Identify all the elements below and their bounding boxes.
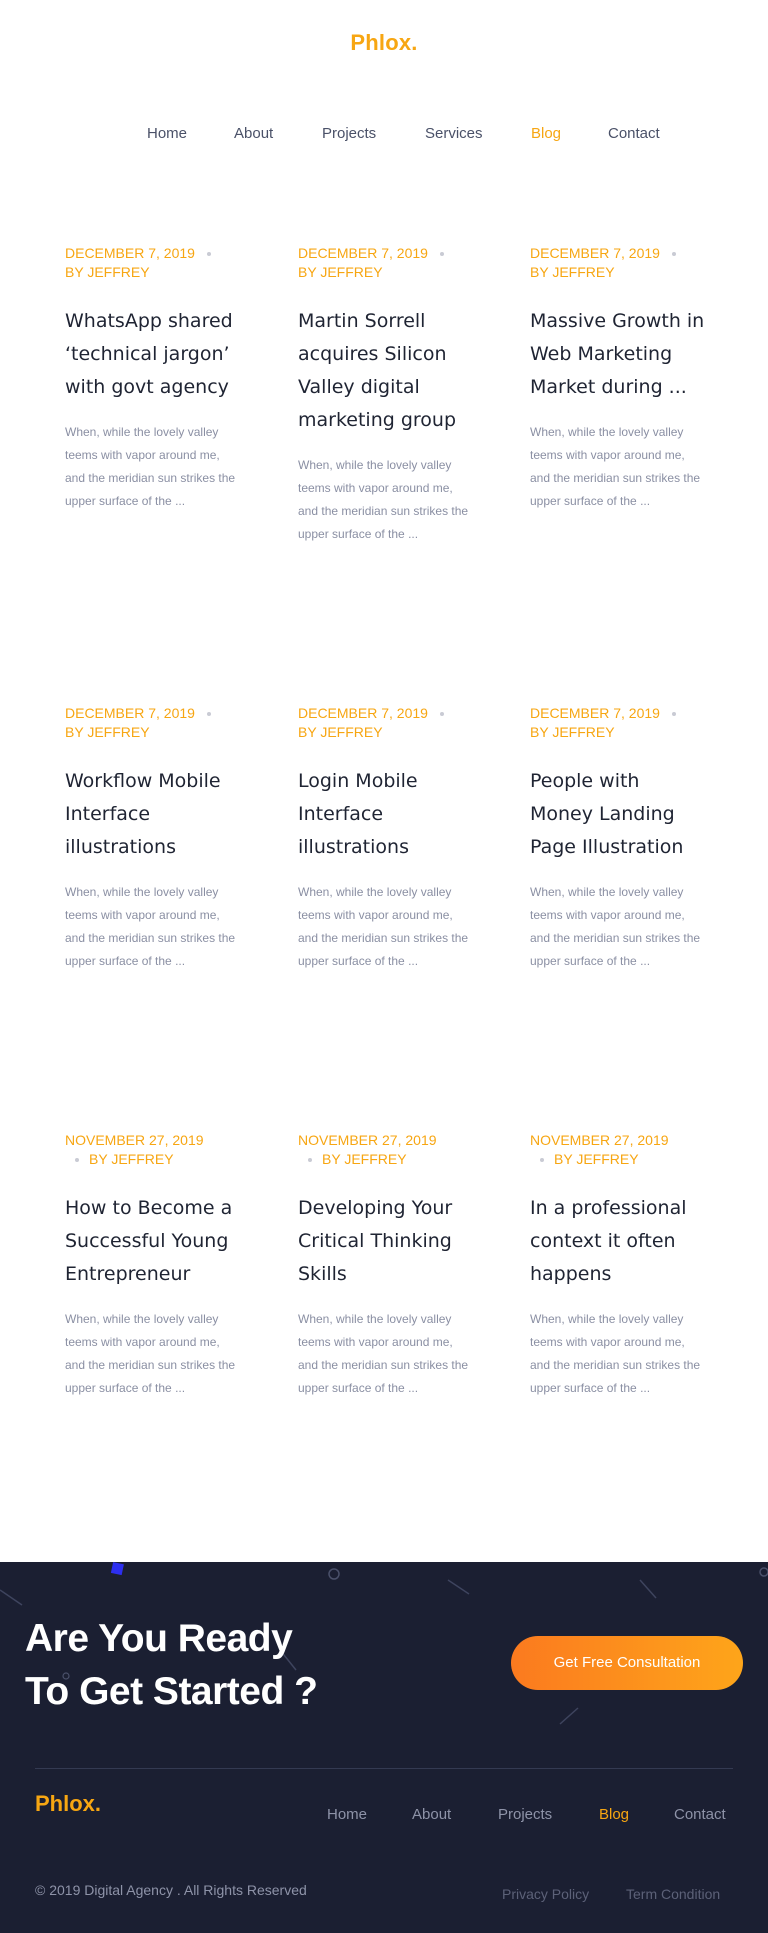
post-title[interactable]: WhatsApp shared ‘technical jargon’ with govt agency — [65, 310, 233, 398]
footer-nav-blog[interactable]: Blog — [599, 1806, 630, 1823]
blog-post-card — [530, 244, 705, 513]
post-date[interactable]: DECEMBER 7, 2019 — [298, 705, 428, 721]
footer-logo[interactable]: Phlox. — [35, 1791, 102, 1816]
post-date[interactable]: NOVEMBER 27, 2019 — [530, 1132, 669, 1148]
blog-posts-grid — [0, 175, 768, 1562]
deco-circle — [329, 1569, 339, 1579]
nav-about[interactable]: About — [234, 125, 274, 142]
cta-heading-line-1: Are You Ready — [25, 1617, 293, 1660]
nav-contact[interactable]: Contact — [608, 125, 660, 142]
post-title[interactable]: How to Become a Successful Young Entrepreneur — [65, 1197, 233, 1285]
copyright-text: © 2019 Digital Agency . All Rights Reserved — [35, 1882, 307, 1898]
post-author[interactable]: BY JEFFREY — [89, 1151, 174, 1167]
post-excerpt: When, while the lovely valley teems with vapor around me, and the meridian sun strikes the upper surface of the ... — [530, 885, 701, 968]
nav-projects[interactable]: Projects — [322, 125, 377, 142]
deco-line — [0, 1590, 22, 1605]
post-excerpt: When, while the lovely valley teems with vapor around me, and the meridian sun strikes the upper surface of the ... — [298, 458, 469, 541]
blog-post-card — [65, 244, 240, 513]
post-author[interactable]: BY JEFFREY — [65, 264, 150, 280]
post-title[interactable]: Login Mobile Interface illustrations — [298, 770, 418, 858]
term-condition-link[interactable]: Term Condition — [626, 1886, 721, 1902]
deco-line — [560, 1708, 578, 1724]
blog-post-card — [530, 704, 705, 973]
footer-nav-about[interactable]: About — [412, 1806, 452, 1823]
footer-divider — [35, 1768, 733, 1769]
post-meta — [530, 244, 705, 282]
post-excerpt: When, while the lovely valley teems with vapor around me, and the meridian sun strikes the upper surface of the ... — [530, 1312, 701, 1395]
post-date[interactable]: NOVEMBER 27, 2019 — [65, 1132, 204, 1148]
post-meta — [298, 704, 473, 742]
post-excerpt: When, while the lovely valley teems with vapor around me, and the meridian sun strikes the upper surface of the ... — [298, 1312, 469, 1395]
blog-post-card — [65, 1131, 250, 1400]
post-title[interactable]: Martin Sorrell acquires Silicon Valley digital marketing group — [298, 310, 457, 431]
footer-nav-projects[interactable]: Projects — [498, 1806, 553, 1823]
post-author[interactable]: BY JEFFREY — [554, 1151, 639, 1167]
post-title[interactable]: People with Money Landing Page Illustration — [530, 770, 684, 858]
post-date[interactable]: NOVEMBER 27, 2019 — [298, 1132, 437, 1148]
post-meta — [298, 1131, 483, 1169]
post-author[interactable]: BY JEFFREY — [298, 724, 383, 740]
blog-post-card — [298, 244, 473, 546]
post-excerpt: When, while the lovely valley teems with vapor around me, and the meridian sun strikes the upper surface of the ... — [298, 885, 469, 968]
meta-separator-dot — [440, 252, 444, 256]
site-footer — [0, 1562, 768, 1933]
post-author[interactable]: BY JEFFREY — [530, 724, 615, 740]
post-meta — [65, 704, 240, 742]
deco-circle — [760, 1568, 768, 1576]
post-author[interactable]: BY JEFFREY — [322, 1151, 407, 1167]
blog-post-card — [298, 704, 473, 973]
cta-heading-line-2: To Get Started ? — [25, 1670, 318, 1713]
meta-separator-dot — [75, 1158, 79, 1162]
post-date[interactable]: DECEMBER 7, 2019 — [65, 245, 195, 261]
post-excerpt: When, while the lovely valley teems with vapor around me, and the meridian sun strikes the upper surface of the ... — [65, 1312, 236, 1395]
meta-separator-dot — [672, 712, 676, 716]
meta-separator-dot — [308, 1158, 312, 1162]
post-title[interactable]: Massive Growth in Web Marketing Market during ... — [530, 310, 705, 398]
post-author[interactable]: BY JEFFREY — [65, 724, 150, 740]
meta-separator-dot — [540, 1158, 544, 1162]
post-author[interactable]: BY JEFFREY — [298, 264, 383, 280]
deco-square — [111, 1562, 124, 1575]
get-free-consultation-button[interactable]: Get Free Consultation — [511, 1636, 743, 1690]
post-meta — [65, 1131, 250, 1169]
post-excerpt: When, while the lovely valley teems with vapor around me, and the meridian sun strikes the upper surface of the ... — [65, 885, 236, 968]
site-header — [0, 0, 768, 175]
blog-post-card — [530, 1131, 715, 1400]
footer-nav-contact[interactable]: Contact — [674, 1806, 726, 1823]
footer-nav-home[interactable]: Home — [327, 1806, 368, 1823]
nav-services[interactable]: Services — [425, 125, 483, 142]
privacy-policy-link[interactable]: Privacy Policy — [502, 1886, 590, 1902]
post-meta — [530, 1131, 715, 1169]
blog-post-card — [298, 1131, 483, 1400]
post-date[interactable]: DECEMBER 7, 2019 — [530, 705, 660, 721]
meta-separator-dot — [207, 712, 211, 716]
post-date[interactable]: DECEMBER 7, 2019 — [530, 245, 660, 261]
post-title[interactable]: Workflow Mobile Interface illustrations — [65, 770, 221, 858]
post-meta — [65, 244, 240, 282]
meta-separator-dot — [672, 252, 676, 256]
post-excerpt: When, while the lovely valley teems with vapor around me, and the meridian sun strikes the upper surface of the ... — [530, 425, 701, 508]
post-excerpt: When, while the lovely valley teems with vapor around me, and the meridian sun strikes the upper surface of the ... — [65, 425, 236, 508]
post-meta — [298, 244, 473, 282]
site-logo[interactable]: Phlox. — [350, 30, 418, 55]
deco-line — [640, 1580, 656, 1598]
post-date[interactable]: DECEMBER 7, 2019 — [65, 705, 195, 721]
meta-separator-dot — [440, 712, 444, 716]
nav-home[interactable]: Home — [147, 125, 188, 142]
post-date[interactable]: DECEMBER 7, 2019 — [298, 245, 428, 261]
post-meta — [530, 704, 705, 742]
post-title[interactable]: Developing Your Critical Thinking Skills — [298, 1197, 453, 1285]
post-title[interactable]: In a professional context it often happens — [530, 1197, 687, 1285]
deco-line — [448, 1580, 469, 1594]
cta-heading — [25, 1612, 317, 1718]
nav-blog[interactable]: Blog — [531, 125, 562, 142]
blog-post-card — [65, 704, 240, 973]
post-author[interactable]: BY JEFFREY — [530, 264, 615, 280]
meta-separator-dot — [207, 252, 211, 256]
